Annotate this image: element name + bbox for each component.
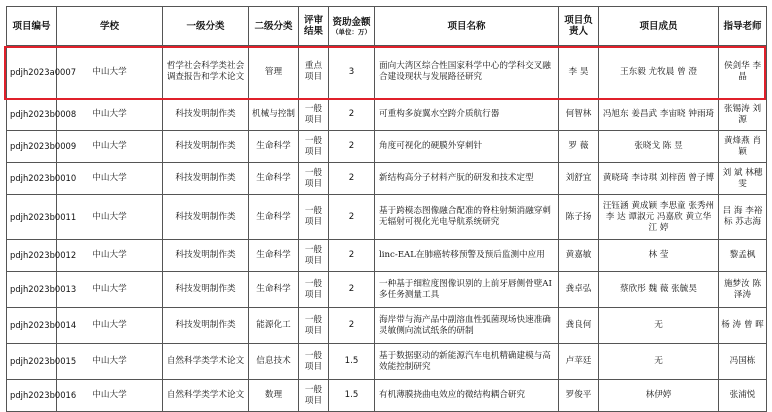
cell-cat1: 科技发明制作类	[163, 99, 249, 131]
table-row	[7, 99, 767, 131]
cell-leader: 李 昊	[559, 46, 599, 99]
cell-name: 可重构多旋翼水空跨介质航行器	[375, 99, 559, 131]
cell-cat2: 信息技术	[249, 344, 299, 380]
cell-leader: 龚良何	[559, 308, 599, 344]
cell-school: 中山大学	[57, 195, 163, 240]
cell-code: pdjh2023b0011	[7, 195, 57, 240]
cell-result: 一般项目	[299, 163, 329, 195]
cell-advisor: 刘 斌 林穗雯	[719, 163, 767, 195]
cell-amount: 2	[329, 195, 375, 240]
cell-result: 一般项目	[299, 195, 329, 240]
cell-code: pdjh2023a0007	[7, 46, 57, 99]
cell-cat1: 科技发明制作类	[163, 240, 249, 272]
cell-cat1: 科技发明制作类	[163, 163, 249, 195]
header-advisor: 指导老师	[719, 7, 767, 46]
cell-leader: 龚卓弘	[559, 272, 599, 308]
cell-school: 中山大学	[57, 163, 163, 195]
cell-name: 一种基于细粒度图像识别的上前牙唇侧骨壁AI多任务测量工具	[375, 272, 559, 308]
cell-amount: 2	[329, 99, 375, 131]
cell-result: 一般项目	[299, 272, 329, 308]
cell-members: 冯旭东 姜昌武 李宙晓 钟雨琦	[599, 99, 719, 131]
cell-amount: 2	[329, 163, 375, 195]
cell-result: 一般项目	[299, 308, 329, 344]
cell-members: 蔡欣彤 魏 薇 张毓昊	[599, 272, 719, 308]
cell-cat2: 生命科学	[249, 240, 299, 272]
cell-members: 王东毅 尤牧晨 曾 澄	[599, 46, 719, 99]
cell-leader: 罗 薇	[559, 131, 599, 163]
cell-cat1: 科技发明制作类	[163, 131, 249, 163]
header-result: 评审结果	[299, 7, 329, 46]
table-row	[7, 380, 767, 412]
cell-amount: 2	[329, 272, 375, 308]
header-school: 学校	[57, 7, 163, 46]
cell-cat2: 生命科学	[249, 131, 299, 163]
cell-school: 中山大学	[57, 272, 163, 308]
table-row	[7, 240, 767, 272]
cell-school: 中山大学	[57, 131, 163, 163]
table-body	[7, 46, 767, 412]
header-amount-label: 资助金额	[332, 16, 371, 28]
cell-advisor: 吕 海 李裕标 苏志海	[719, 195, 767, 240]
cell-result: 一般项目	[299, 344, 329, 380]
cell-name: 基于跨模态图像融合配准的脊柱射频消融穿刺无辐射可视化光电导航系统研究	[375, 195, 559, 240]
header-cat2: 二级分类	[249, 7, 299, 46]
cell-members: 张晓戈 陈 昱	[599, 131, 719, 163]
cell-members: 无	[599, 344, 719, 380]
project-table-wrapper	[6, 6, 766, 412]
cell-amount: 1.5	[329, 344, 375, 380]
cell-advisor: 杨 涛 曾 晖	[719, 308, 767, 344]
cell-amount: 2	[329, 308, 375, 344]
table-row	[7, 131, 767, 163]
cell-members: 无	[599, 308, 719, 344]
cell-school: 中山大学	[57, 344, 163, 380]
cell-result: 一般项目	[299, 131, 329, 163]
cell-school: 中山大学	[57, 380, 163, 412]
table-row	[7, 308, 767, 344]
cell-advisor: 黎孟枫	[719, 240, 767, 272]
cell-advisor: 冯国栋	[719, 344, 767, 380]
cell-code: pdjh2023b0012	[7, 240, 57, 272]
cell-result: 一般项目	[299, 380, 329, 412]
cell-cat2: 数理	[249, 380, 299, 412]
cell-name: 海岸带与海产品中副溶血性弧菌现场快速准确灵敏侧向流试纸条的研制	[375, 308, 559, 344]
cell-code: pdjh2023b0010	[7, 163, 57, 195]
header-cat1: 一级分类	[163, 7, 249, 46]
table-row	[7, 46, 767, 99]
cell-leader: 黄嘉敏	[559, 240, 599, 272]
table-row	[7, 272, 767, 308]
cell-code: pdjh2023b0014	[7, 308, 57, 344]
cell-cat1: 科技发明制作类	[163, 308, 249, 344]
cell-members: 汪钰涵 黄成颖 李思童 张秀州 李 达 谭淑元 冯嘉欣 黄立华 江 婷	[599, 195, 719, 240]
cell-result: 一般项目	[299, 240, 329, 272]
cell-advisor: 张锡涛 刘 源	[719, 99, 767, 131]
cell-name: 有机薄膜挠曲电效应的微结构耦合研究	[375, 380, 559, 412]
header-amount	[329, 7, 375, 46]
cell-school: 中山大学	[57, 99, 163, 131]
cell-code: pdjh2023b0009	[7, 131, 57, 163]
cell-advisor: 侯剑华 李 晶	[719, 46, 767, 99]
cell-cat2: 生命科学	[249, 272, 299, 308]
cell-advisor: 黄烽燕 肖 颖	[719, 131, 767, 163]
cell-name: 角度可视化的硬膜外穿刺针	[375, 131, 559, 163]
cell-code: pdjh2023b0016	[7, 380, 57, 412]
cell-leader: 刘舒宜	[559, 163, 599, 195]
cell-leader: 何智林	[559, 99, 599, 131]
cell-leader: 罗俊平	[559, 380, 599, 412]
cell-name: 基于数据驱动的新能源汽车电机精确建模与高效能控制研究	[375, 344, 559, 380]
cell-cat1: 自然科学类学术论文	[163, 380, 249, 412]
cell-code: pdjh2023b0008	[7, 99, 57, 131]
table-row	[7, 163, 767, 195]
cell-amount: 2	[329, 240, 375, 272]
cell-amount: 3	[329, 46, 375, 99]
cell-cat2: 生命科学	[249, 163, 299, 195]
header-name: 项目名称	[375, 7, 559, 46]
cell-cat1: 哲学社会科学类社会调查报告和学术论文	[163, 46, 249, 99]
cell-cat2: 机械与控制	[249, 99, 299, 131]
cell-cat1: 自然科学类学术论文	[163, 344, 249, 380]
cell-result: 重点项目	[299, 46, 329, 99]
cell-amount: 2	[329, 131, 375, 163]
table-row	[7, 195, 767, 240]
cell-result: 一般项目	[299, 99, 329, 131]
cell-cat1: 科技发明制作类	[163, 195, 249, 240]
cell-members: 林伊婷	[599, 380, 719, 412]
cell-cat2: 生命科学	[249, 195, 299, 240]
cell-school: 中山大学	[57, 240, 163, 272]
header-code: 项目编号	[7, 7, 57, 46]
cell-name: linc-EAL在肺癌转移预警及预后监测中应用	[375, 240, 559, 272]
cell-name: 新结构高分子材料产朊的研发和技术定型	[375, 163, 559, 195]
cell-leader: 卢苹廷	[559, 344, 599, 380]
cell-school: 中山大学	[57, 308, 163, 344]
cell-members: 黄晓琦 李诗琪 刘梓茵 曾子博	[599, 163, 719, 195]
table-row	[7, 344, 767, 380]
header-members: 项目成员	[599, 7, 719, 46]
cell-code: pdjh2023b0015	[7, 344, 57, 380]
cell-advisor: 施梦汝 陈泽涛	[719, 272, 767, 308]
cell-leader: 陈子扬	[559, 195, 599, 240]
header-leader: 项目负责人	[559, 7, 599, 46]
cell-name: 面向大湾区综合性国家科学中心的学科交叉融合建设现状与发展路径研究	[375, 46, 559, 99]
header-row	[7, 7, 767, 46]
cell-school: 中山大学	[57, 46, 163, 99]
project-table	[6, 6, 767, 412]
cell-advisor: 张浦悦	[719, 380, 767, 412]
cell-amount: 1.5	[329, 380, 375, 412]
cell-cat1: 科技发明制作类	[163, 272, 249, 308]
cell-cat2: 能源化工	[249, 308, 299, 344]
cell-code: pdjh2023b0013	[7, 272, 57, 308]
cell-cat2: 管理	[249, 46, 299, 99]
header-amount-unit: （单位：万）	[332, 27, 371, 36]
cell-members: 林 莹	[599, 240, 719, 272]
